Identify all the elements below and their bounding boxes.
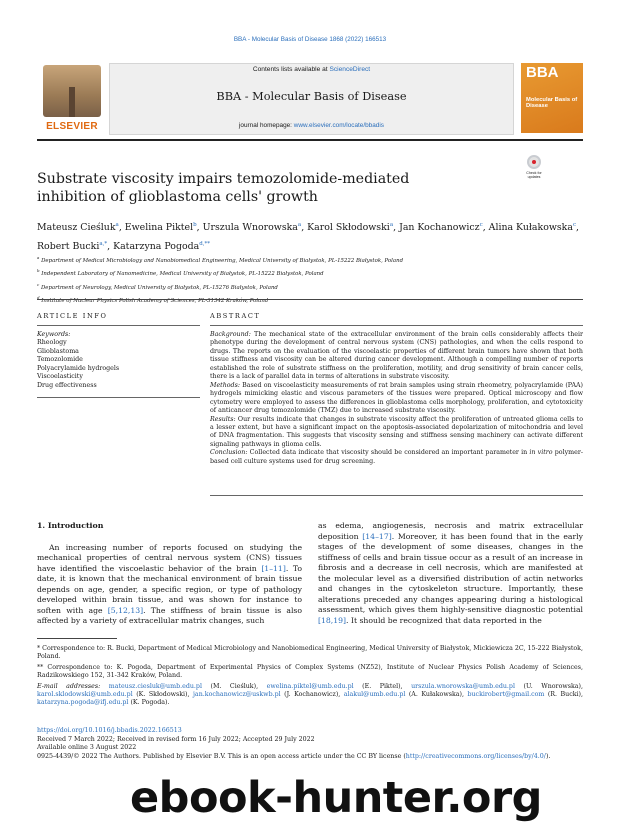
masthead bbox=[37, 63, 583, 133]
conclusion-text-end: polymer-based cell culture systems used for drug screening. bbox=[210, 449, 584, 465]
keywords-list bbox=[37, 339, 200, 391]
footnotes bbox=[37, 645, 583, 710]
email-link[interactable]: alakul@umb.edu.pl bbox=[343, 691, 406, 699]
body-text: as edema, angiogenesis, necrosis and matrix extracellular deposition bbox=[318, 521, 583, 541]
body-column-left bbox=[37, 521, 302, 627]
email-owner: (E. Piktel), bbox=[353, 682, 412, 690]
check-updates-icon bbox=[527, 155, 541, 169]
keyword: Temozolomide bbox=[37, 356, 83, 364]
results-text: Our results indicate that changes in substrate viscosity affect the proliferation of untreated glioma cells to a lesser extent, but have a significant impact on the apoptosis-associated depolarization of mitochondria and level of DNA fragmentation. This suggests that viscosity sensing and stiffness sensing machinery can activate different signaling pathways in glioma cells. bbox=[210, 415, 583, 448]
journal-title: BBA - Molecular Basis of Disease bbox=[216, 90, 407, 103]
introduction-heading: 1. Introduction bbox=[37, 521, 104, 530]
affiliation-item bbox=[37, 280, 583, 293]
conclusion-italic: in vitro bbox=[529, 449, 553, 457]
email-label: E-mail addresses: bbox=[37, 682, 101, 690]
article-title: Substrate viscosity impairs temozolomide-mediated inhibition of glioblastoma cells' growth bbox=[37, 171, 410, 205]
author-name[interactable]: Mateusz Cieśluk bbox=[37, 222, 116, 234]
results-label: Results: bbox=[210, 415, 236, 423]
homepage-link[interactable]: www.elsevier.com/locate/bbadis bbox=[293, 122, 384, 129]
elsevier-logo[interactable] bbox=[37, 63, 107, 133]
affiliation-item bbox=[37, 253, 583, 266]
license-text: 0925-4439/© 2022 The Authors. Published by Elsevier B.V. This is an open access article under the CC BY license ( bbox=[37, 752, 406, 760]
elsevier-wordmark: ELSEVIER bbox=[46, 121, 98, 132]
body-text: An increasing number of reports focused on studying the mechanical properties of central nervous system (CNS) tissues have identified the viscoelastic behavior of the brain bbox=[37, 542, 302, 573]
citation-link[interactable]: [1–11] bbox=[261, 563, 286, 573]
email-link[interactable]: jan.kochanowicz@uskwb.pl bbox=[192, 691, 281, 699]
license-line bbox=[37, 753, 583, 762]
abstract-conclusion bbox=[210, 449, 583, 466]
author-name[interactable]: Urszula Wnorowska bbox=[202, 222, 298, 234]
doi-link[interactable]: https://doi.org/10.1016/j.bbadis.2022.166513 bbox=[37, 727, 182, 734]
email-owner: (J. Kochanowicz), bbox=[280, 691, 344, 699]
keyword: Drug effectiveness bbox=[37, 381, 97, 389]
author-name[interactable]: Ewelina Piktel bbox=[124, 222, 194, 234]
body-paragraph bbox=[318, 521, 583, 626]
received-dates: Received 7 March 2022; Received in revised form 16 July 2022; Accepted 29 July 2022 bbox=[37, 735, 315, 743]
email-link[interactable]: mateusz.ciesluk@umb.edu.pl bbox=[108, 682, 202, 690]
email-owner: (U. Wnorowska), bbox=[514, 682, 584, 690]
email-link[interactable]: ewelina.piktel@umb.edu.pl bbox=[266, 682, 354, 690]
author-affiliation-marker[interactable]: c bbox=[479, 222, 483, 228]
sciencedirect-link[interactable]: ScienceDirect bbox=[329, 66, 371, 73]
keyword: Rheology bbox=[37, 339, 67, 346]
journal-banner bbox=[109, 63, 514, 135]
affiliation-marker: b bbox=[37, 268, 40, 274]
keywords-label: Keywords: bbox=[37, 331, 71, 338]
affiliation-item bbox=[37, 266, 583, 279]
email-link[interactable]: buckirobert@gmail.com bbox=[467, 691, 545, 699]
header-rule bbox=[37, 139, 583, 141]
email-owner: (K. Skłodowski), bbox=[132, 691, 193, 699]
journal-cover[interactable] bbox=[521, 63, 583, 133]
contents-line bbox=[110, 66, 513, 73]
affiliation-marker: d bbox=[37, 294, 40, 300]
homepage-prefix: journal homepage: bbox=[239, 122, 294, 129]
abstract-rule bbox=[210, 325, 583, 326]
check-updates-label: Check for updates bbox=[526, 171, 542, 180]
email-owner: (A. Kułakowska), bbox=[405, 691, 468, 699]
author-name[interactable]: Robert Bucki bbox=[37, 241, 100, 253]
license-link[interactable]: http://creativecommons.org/licenses/by/4.0/ bbox=[405, 752, 546, 760]
author-affiliation-marker[interactable]: b bbox=[193, 222, 197, 228]
conclusion-text: Collected data indicate that viscosity should be considered an important parameter in bbox=[247, 449, 530, 457]
correspondence-2: ** Correspondence to: K. Pogoda, Department of Experimental Physics of Complex Systems (NZ52), Institute of Nuclear Physics Polish Academy of Sciences, Radzikowskiego 152, 31-342 Kraków, Poland. bbox=[37, 663, 583, 680]
abstract-end-rule bbox=[210, 495, 583, 496]
affiliation-marker: a bbox=[37, 255, 40, 260]
abstract-heading: ABSTRACT bbox=[210, 312, 261, 320]
author-affiliation-marker[interactable]: c bbox=[572, 222, 577, 228]
affiliation-marker: c bbox=[37, 281, 40, 287]
license-text-end: ). bbox=[545, 752, 551, 760]
abstract-body bbox=[210, 331, 583, 466]
body-column-right bbox=[318, 521, 583, 626]
affiliation-text: Independent Laboratory of Nanomedicine, Medical University of Białystok, PL-15222 Białystok, Poland bbox=[41, 271, 324, 278]
homepage-line bbox=[110, 122, 513, 129]
author-affiliation-marker[interactable]: d,** bbox=[199, 241, 210, 248]
author-name[interactable]: Katarzyna Pogoda bbox=[113, 241, 200, 253]
affiliation-text: Institute of Nuclear Physics Polish Academy of Sciences, PL-31342 Kraków, Poland bbox=[41, 297, 269, 304]
author-name[interactable]: Jan Kochanowicz bbox=[399, 222, 480, 234]
author-list: Mateusz Cieśluk$^a$, Ewelina Piktel$^b$, Urszula Wnorowska$^a$, Karol Skłodowski$^a$, Jan Kochanowicz$^c$, Alina Kułakowska$^c$, Robert Bucki$^{a,*}$, Katarzyna Pogoda$^{d,**}$ bbox=[37, 222, 580, 253]
footnote-rule bbox=[37, 638, 117, 639]
check-for-updates-badge[interactable] bbox=[521, 155, 547, 185]
section-rule bbox=[37, 299, 583, 300]
citation-link[interactable]: [5,12,13] bbox=[107, 605, 144, 615]
author-name[interactable]: Alina Kułakowska bbox=[488, 222, 573, 234]
affiliation-text: Department of Medical Microbiology and Nanobiomedical Engineering, Medical University of Białystok, PL-15222 Białystok, Poland bbox=[41, 257, 404, 264]
author-affiliation-marker[interactable]: a bbox=[115, 222, 119, 228]
keyword: Glioblastoma bbox=[37, 347, 79, 355]
email-owner: (K. Pogoda). bbox=[128, 699, 170, 707]
author-affiliation-marker[interactable]: a,* bbox=[99, 241, 108, 248]
body-text: . The stiffness of brain tissue is also affected by a variety of extracellular matrix changes, such bbox=[37, 605, 302, 625]
body-text: . It should be recognized that data reported in the bbox=[346, 615, 542, 625]
article-info-rule bbox=[37, 325, 200, 326]
correspondence-1: * Correspondence to: R. Bucki, Department of Medical Microbiology and Nanobiomedical Engineering, Medical University of Białystok, Mickiewicza 2C, 15-222 Białystok, Poland. bbox=[37, 645, 583, 661]
cover-title: BBA bbox=[526, 64, 559, 81]
author-affiliation-marker[interactable]: a bbox=[389, 222, 394, 228]
body-text: . To date, it is known that the mechanical environment of brain tissue depends on age, gender, a specific region, or type of pathology developed within brain tissue, and was shown for instance to soften with age bbox=[37, 563, 302, 615]
methods-text: Based on viscoelasticity measurements of rat brain samples using strain rheometry, polyacrylamide (PAA) hydrogels mimicking elastic and viscous parameters of the tissues were prepared. Optical microscopy and flow cytometry were employed to assess the differences in glioblastoma cells morphology, proliferation, and cytotoxicity of anticancer drug temozolomide (TMZ) due to increased substrate viscosity. bbox=[210, 381, 583, 415]
article-info-heading: ARTICLE INFO bbox=[37, 312, 108, 320]
abstract-background bbox=[210, 331, 583, 382]
email-owner: (M. Cieśluk), bbox=[201, 682, 267, 690]
cover-subtitle: Molecular Basis of Disease bbox=[526, 97, 578, 110]
email-link[interactable]: karol.sklodowski@umb.edu.pl bbox=[37, 691, 133, 699]
watermark-text: ebook-hunter.org bbox=[130, 773, 542, 823]
affiliation-text: Department of Neurology, Medical University of Białystok, PL-15276 Białystok, Poland bbox=[40, 284, 278, 291]
email-addresses bbox=[37, 683, 583, 708]
available-online: Available online 3 August 2022 bbox=[37, 744, 137, 751]
background-text: The mechanical state of the extracellular environment of the brain cells considerably affects their phenotype during the development of central nervous system (CNS) pathologies, and when the cells respond to drugs. The reports on the evaluation of the viscoelastic properties of different brain tumors have shown that both tissue stiffness and viscosity can be altered during cancer development. Although a compelling number of reports established the role of substrate stiffness on the proliferation, motility, and drug sensitivity of brain cancer cells, there is a lack of parallel data in terms of alterations in substrate viscosity. bbox=[210, 331, 583, 381]
author-affiliation-marker[interactable]: a bbox=[297, 222, 302, 228]
keyword: Viscoelasticity bbox=[37, 373, 83, 381]
conclusion-label: Conclusion: bbox=[210, 449, 248, 457]
email-link[interactable]: urszula.wnorowska@umb.edu.pl bbox=[411, 682, 515, 690]
author-name[interactable]: Karol Skłodowski bbox=[307, 222, 390, 234]
citation-link[interactable]: [14–17] bbox=[362, 531, 392, 541]
email-link[interactable]: katarzyna.pogoda@ifj.edu.pl bbox=[37, 699, 129, 707]
contents-prefix: Contents lists available at bbox=[252, 66, 330, 73]
methods-label: Methods: bbox=[210, 381, 240, 389]
background-label: Background: bbox=[210, 331, 251, 338]
elsevier-tree-icon bbox=[43, 65, 101, 117]
article-info-end-rule bbox=[37, 397, 200, 398]
body-text: . Moreover, it has been found that in the early stages of the development of some diseases, changes in the stiffness of cells and brain tissue occur as a result of an increase in fibrosis and a decrease in cell necrosis, which are manifested at the molecular level as a diversified distribution of actin networks and changes in the cytoskeleton structure. Importantly, these alterations preceded any changes appearing during a histological assessment, which gives them highly-sensitive diagnostic potential bbox=[318, 531, 583, 614]
journal-citation[interactable]: BBA - Molecular Basis of Disease 1868 (2022) 166513 bbox=[233, 36, 387, 43]
citation-link[interactable]: [18,19] bbox=[318, 615, 347, 625]
publication-info bbox=[37, 727, 583, 761]
email-owner: (R. Bucki), bbox=[544, 691, 584, 699]
keyword: Polyacrylamide hydrogels bbox=[37, 364, 120, 372]
abstract-results bbox=[210, 416, 583, 450]
body-paragraph bbox=[37, 543, 302, 627]
abstract-methods bbox=[210, 382, 583, 416]
